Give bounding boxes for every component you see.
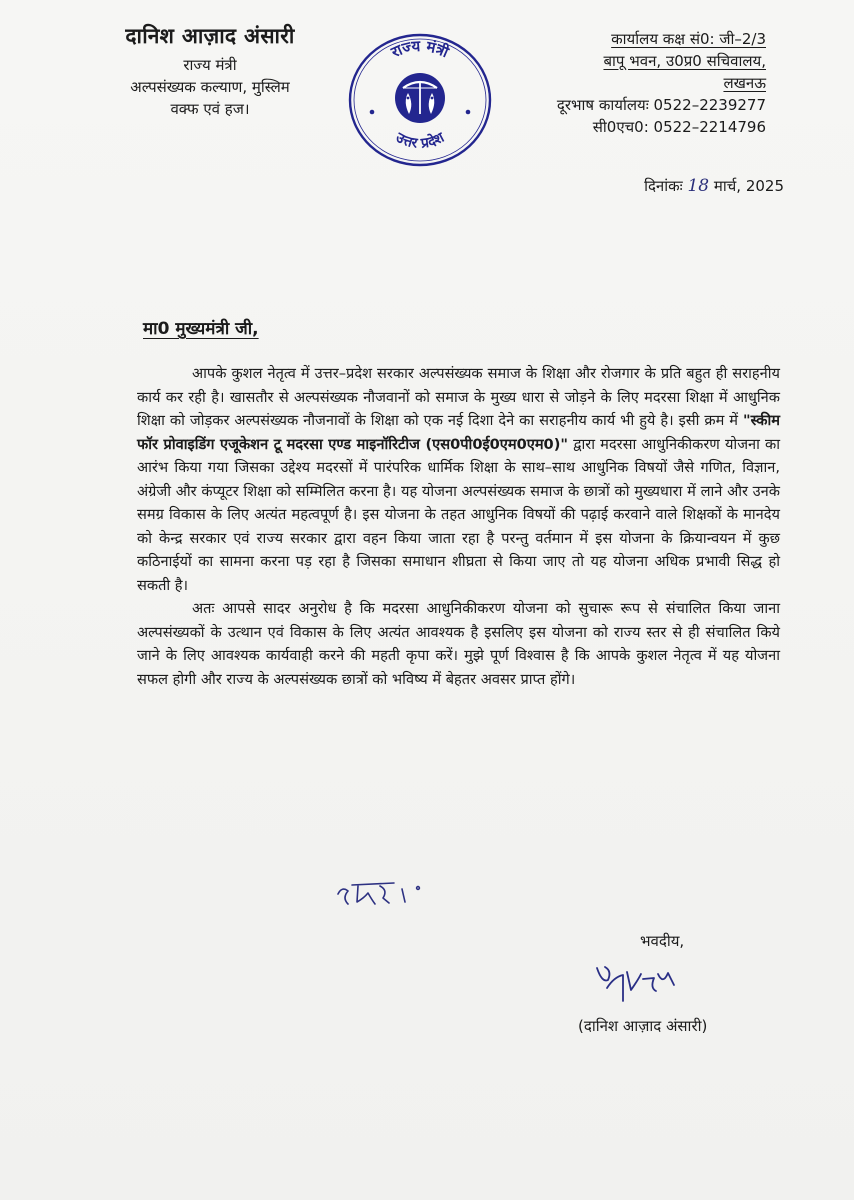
office-phone: दूरभाष कार्यालयः 0522–2239277 — [556, 96, 766, 114]
salutation: मा0 मुख्यमंत्री जी, — [143, 319, 259, 339]
paragraph-1-rest: द्वारा मदरसा आधुनिकीकरण योजना का आरंभ किया गया जिसका उद्देश्य मदरसों में पारंपरिक धार्मिक शिक्षा के साथ–साथ आधुनिक विषयों जैसे गणित, विज्ञान, अंग्रेजी और कंप्यूटर शिक्षा को सम्मिलित करना है। यह योजना अल्पसंख्यक समाज के छात्रों को मुख्यधारा में लाने और उनके समग्र विकास के लिए अत्यंत महत्वपूर्ण है। इस योजना के तहत आधुनिक विषयों की पढ़ाई करवाने वाले शिक्षकों के मानदेय को केन्द्र सरकार एवं राज्य सरकार द्वारा वहन किया जाता रहा है परन्तु वर्तमान में इस योजना के क्रियान्वयन में कुछ कठिनाईयों का सामना करना पड़ रहा है जिसका समाधान शीघ्रता से किया जाए तो यह योजना अधिक प्रभावी सिद्ध हो सकती है। — [137, 435, 781, 594]
scheme-name: "स्कीम फॉर प्रोवाइडिंग एजूकेशन टू मदरसा एण्ड माइनॉरिटीज (एस0पी0ई0एम0एम0)" — [137, 412, 780, 453]
seal-dot-left — [370, 110, 375, 115]
office-cug: सी0एच0: 0522–2214796 — [592, 118, 766, 136]
portfolio-line-1: अल्पसंख्यक कल्याण, मुस्लिम — [130, 78, 290, 96]
paragraph-1 — [137, 362, 780, 597]
date-label: दिनांकः — [644, 177, 683, 195]
paragraph-2: अतः आपसे सादर अनुरोध है कि मदरसा आधुनिकीकरण योजना को सुचारू रूप से संचालित किया जाना अल्पसंख्यकों के उत्थान एवं विकास के लिए अत्यंत आवश्यक है इसलिए इस योजना को राज्य स्तर से ही संचालित किये जाने के लिए आवश्यक कार्यवाही करने की महती कृपा करें। मुझे पूर्ण विश्वास है कि आपके कुशल नेतृत्व में यह योजना सफल होगी और राज्य के अल्पसंख्यक छात्रों को भविष्य में बेहतर अवसर प्राप्त होंगे। — [137, 600, 780, 688]
seal-bottom-text: उत्तर प्रदेश — [393, 129, 447, 152]
state-emblem-seal — [347, 32, 493, 168]
bow-and-fish-icon — [395, 73, 445, 123]
seal-top-text: राज्य मंत्री — [388, 36, 452, 62]
letter-body — [137, 362, 780, 691]
closing-phrase: भवदीय, — [640, 932, 685, 950]
seal-dot-right — [466, 110, 471, 115]
svg-text:राज्य मंत्री — [388, 37, 453, 62]
portfolio-line-2: वक्फ एवं हज। — [170, 100, 250, 118]
date-month-year: मार्च, 2025 — [713, 177, 784, 195]
office-city: लखनऊ — [723, 74, 766, 92]
minister-name: दानिश आज़ाद अंसारी — [125, 24, 295, 48]
signature-mark — [593, 958, 679, 1006]
date-day-handwritten: 18 — [687, 176, 710, 196]
office-room: कार्यालय कक्ष सं0: जी–2/3 — [611, 30, 766, 48]
designation: राज्य मंत्री — [183, 56, 237, 74]
svg-text:उत्तर प्रदेश — [392, 129, 447, 152]
paragraph-1-intro: आपके कुशल नेतृत्व में उत्तर–प्रदेश सरकार अल्पसंख्यक समाज के शिक्षा और रोजगार के प्रति बहुत ही सराहनीय कार्य कर रही है। खासतौर से अल्पसंख्यक नौजवानों को समाज के मुख्य धारा से जोड़ने के लिए मदरसा शिक्षा में आधुनिक शिक्षा को जोड़कर अल्पसंख्यक नौजनावों के शिक्षा को एक नई दिशा देने का सराहनीय कार्य भी हुये है। इसी क्रम में — [137, 365, 780, 429]
letterhead-right — [508, 28, 766, 138]
signatory-name: (दानिश आज़ाद अंसारी) — [578, 1017, 708, 1035]
letterhead-left — [95, 22, 325, 120]
office-building: बापू भवन, उ0प्र0 सचिवालय, — [603, 52, 766, 70]
letter-date — [644, 176, 784, 196]
handwritten-sadar-note — [332, 874, 444, 918]
